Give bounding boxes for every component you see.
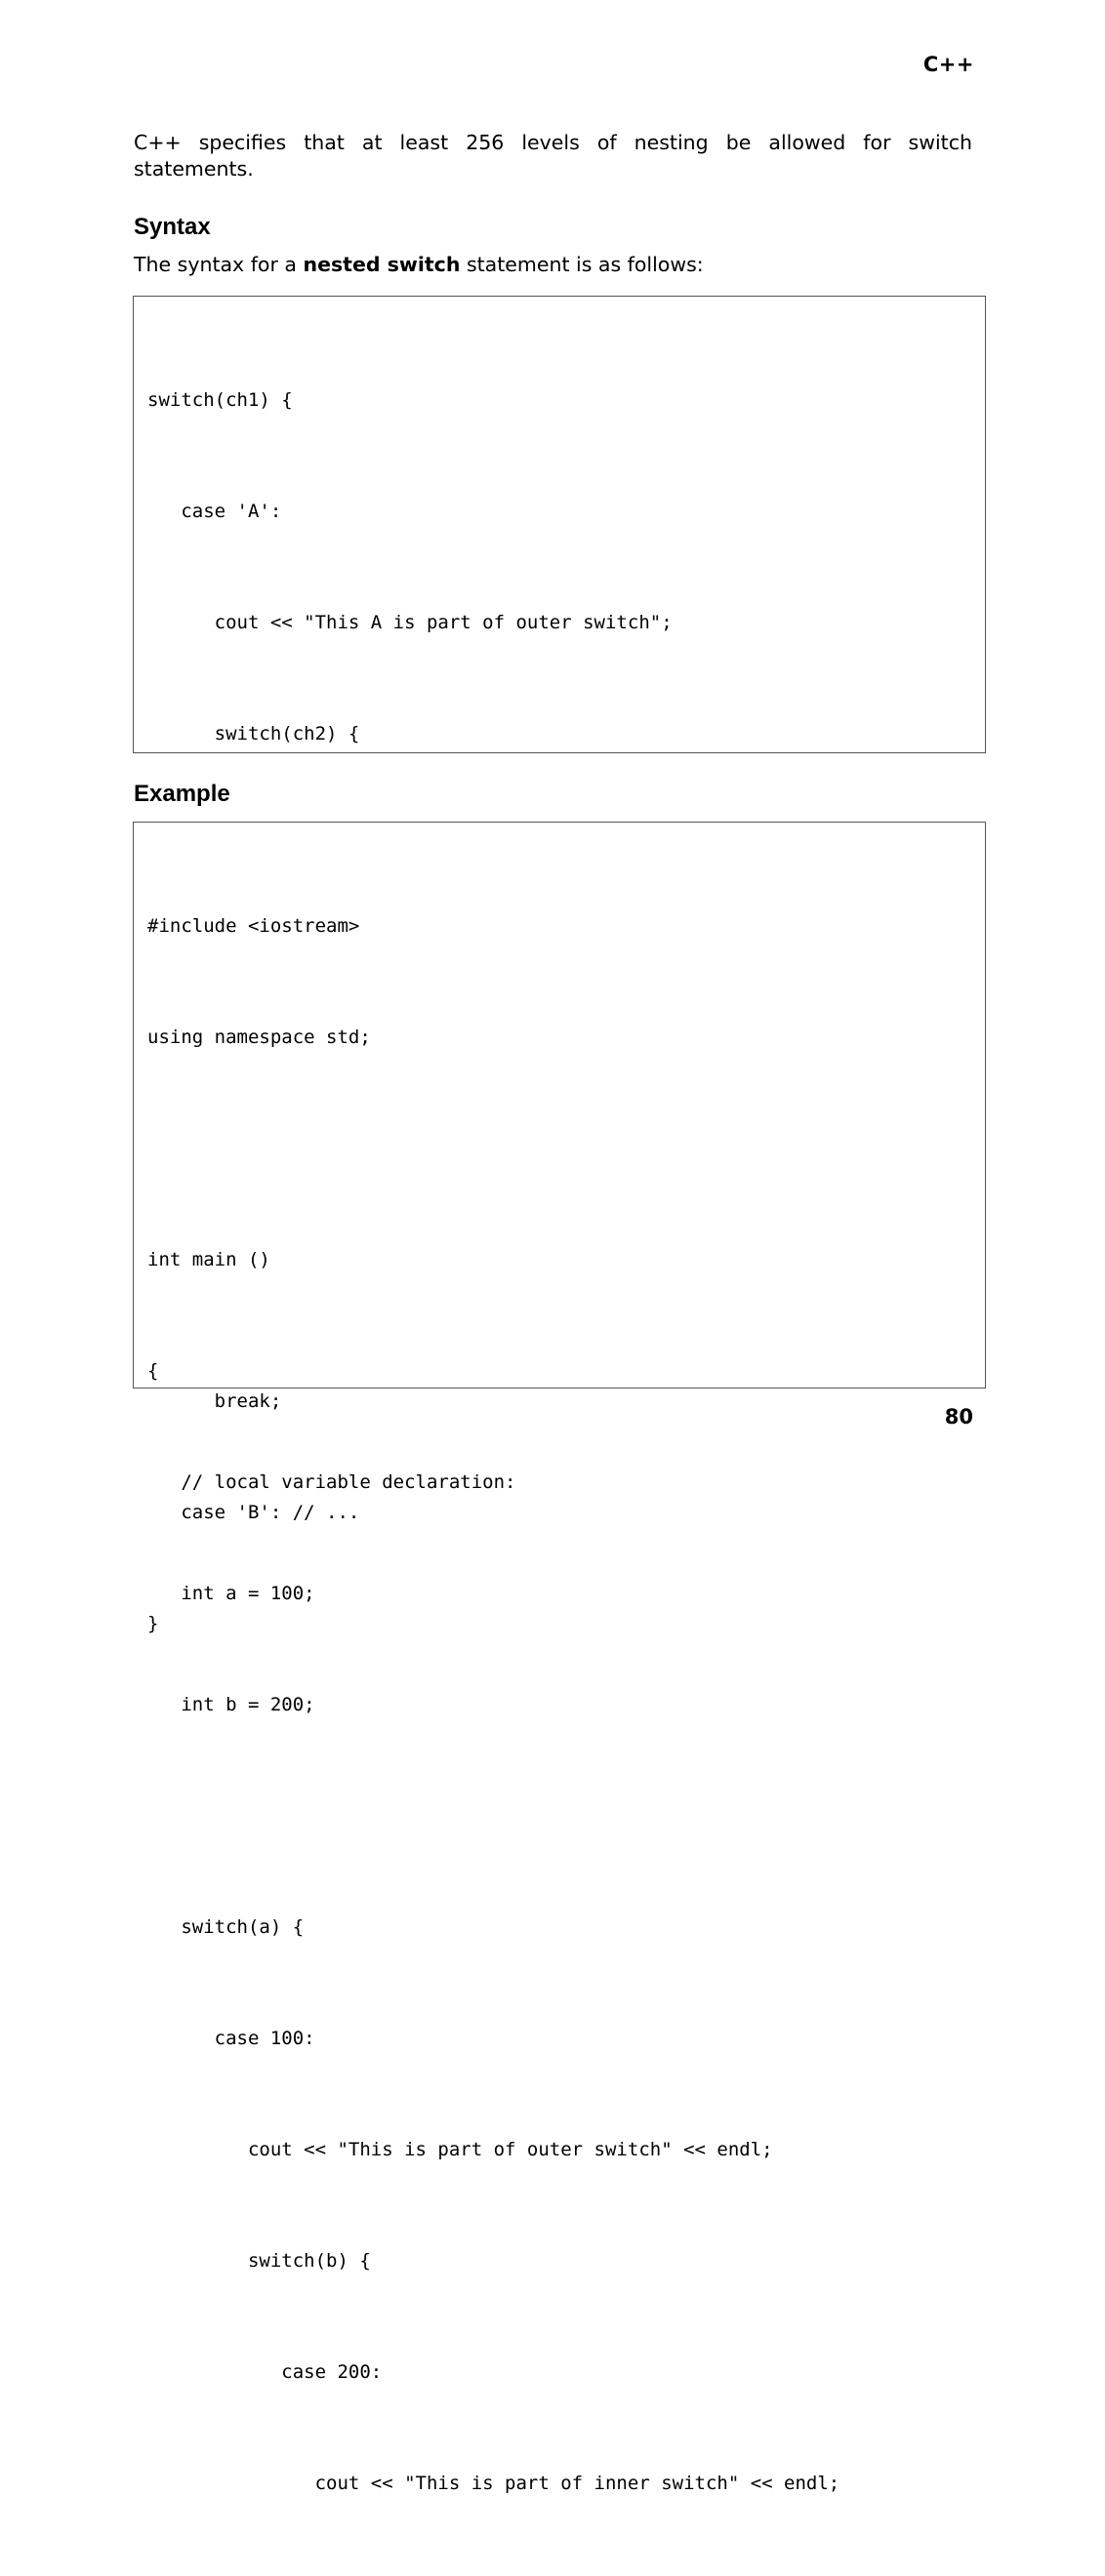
- code-line: switch(ch2) {: [147, 723, 360, 745]
- code-line: [147, 1797, 839, 1834]
- code-line: case 100:: [147, 2028, 315, 2049]
- code-line: int b = 200;: [147, 1694, 315, 1715]
- intro-paragraph: [134, 130, 972, 182]
- code-line: switch(a) {: [147, 1916, 305, 1938]
- code-line: [147, 1130, 839, 1167]
- code-line: }: [147, 1613, 159, 1634]
- code-line: cout << "This is part of outer switch" << endl;: [147, 2139, 773, 2160]
- intro-line-2: statements.: [134, 157, 254, 181]
- code-line: case 'B': // ...: [147, 1502, 360, 1523]
- running-header-title: C++: [922, 53, 974, 76]
- code-line: switch(ch1) {: [147, 389, 293, 411]
- code-line: #include <iostream>: [147, 915, 360, 937]
- code-line: cout << "This A is part of outer switch";: [147, 612, 673, 633]
- code-line: cout << "This is part of inner switch" << endl;: [147, 2473, 840, 2494]
- code-line: switch(b) {: [147, 2250, 371, 2272]
- example-heading: Example: [134, 781, 230, 807]
- code-line: break;: [147, 1390, 282, 1412]
- code-line: case 'A':: [147, 501, 282, 522]
- syntax-desc-bold: nested switch: [303, 253, 461, 276]
- example-code: [147, 833, 839, 2576]
- code-line: using namespace std;: [147, 1026, 371, 1048]
- page-number: 80: [944, 1405, 973, 1429]
- code-line: {: [147, 1360, 159, 1382]
- code-line: // local variable declaration:: [147, 1471, 516, 1493]
- code-line: case 200:: [147, 2361, 383, 2383]
- syntax-heading: Syntax: [134, 214, 211, 240]
- code-line: int a = 100;: [147, 1583, 315, 1604]
- syntax-desc-after: statement is as follows:: [460, 253, 704, 276]
- syntax-description: [134, 252, 704, 278]
- intro-line-1: C++ specifies that at least 256 levels of nesting be allowed for switch: [134, 131, 972, 154]
- syntax-desc-before: The syntax for a: [134, 253, 304, 276]
- code-line: int main (): [147, 1249, 270, 1270]
